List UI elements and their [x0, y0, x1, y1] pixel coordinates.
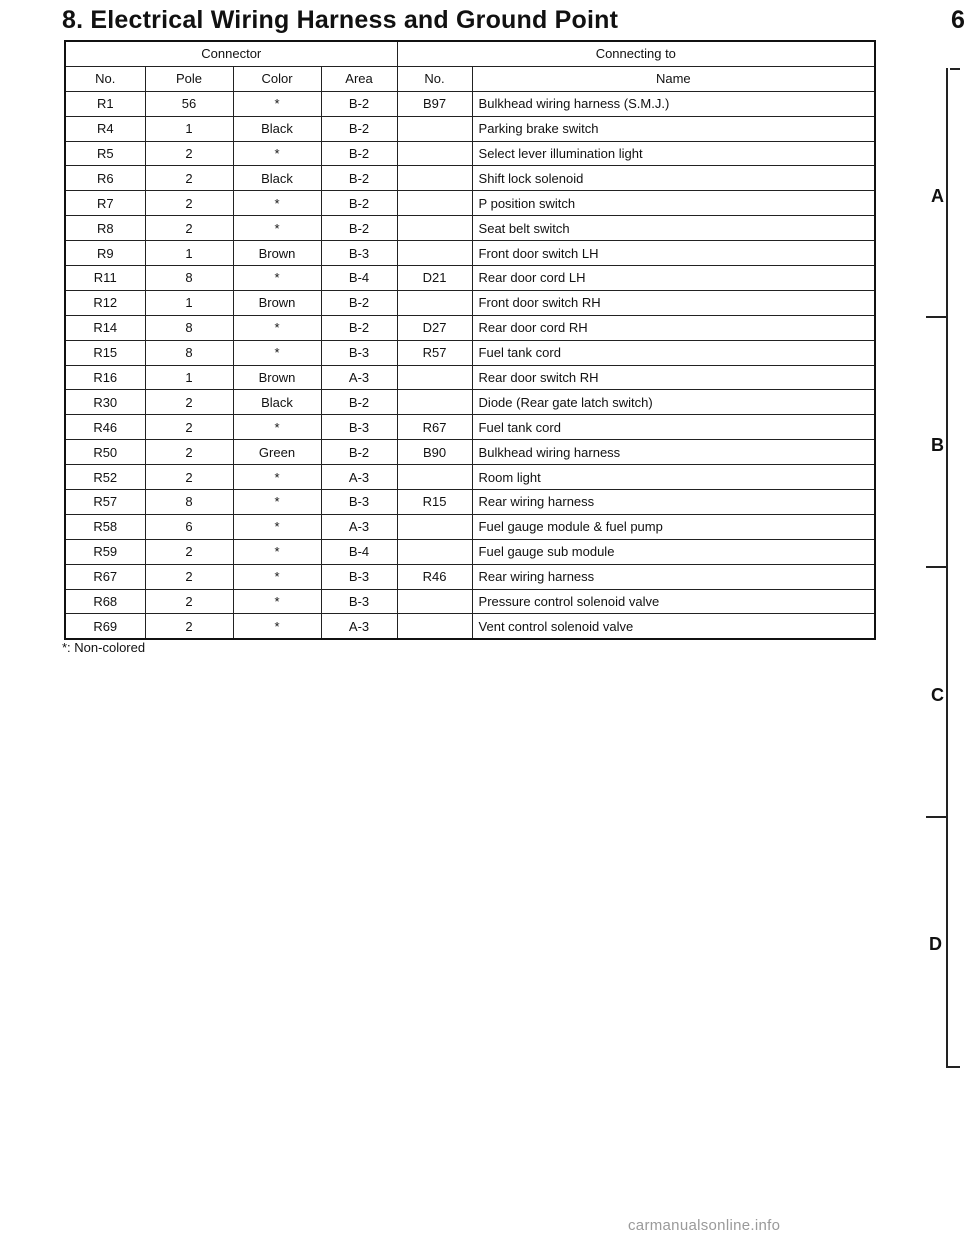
table-row: [65, 266, 875, 291]
pole-cell: 2: [145, 166, 233, 191]
area-cell: B-2: [321, 141, 397, 166]
area-cell: B-3: [321, 564, 397, 589]
connecting-no-cell: B97: [397, 91, 472, 116]
connector-no-cell: R15: [65, 340, 145, 365]
tab-divider: [926, 316, 948, 318]
column-header: Area: [321, 66, 397, 91]
color-cell: *: [233, 614, 321, 639]
connecting-no-cell: [397, 141, 472, 166]
name-cell: Bulkhead wiring harness: [472, 440, 875, 465]
connector-no-cell: R4: [65, 116, 145, 141]
table-row: [65, 440, 875, 465]
table-row: [65, 340, 875, 365]
name-cell: Rear door switch RH: [472, 365, 875, 390]
pole-cell: 8: [145, 340, 233, 365]
name-cell: Parking brake switch: [472, 116, 875, 141]
pole-cell: 2: [145, 614, 233, 639]
connecting-no-cell: [397, 514, 472, 539]
tab-divider: [950, 68, 960, 70]
connector-no-cell: R52: [65, 465, 145, 490]
area-cell: A-3: [321, 514, 397, 539]
connecting-no-cell: R46: [397, 564, 472, 589]
pole-cell: 1: [145, 116, 233, 141]
color-cell: *: [233, 465, 321, 490]
pole-cell: 6: [145, 514, 233, 539]
name-cell: Select lever illumination light: [472, 141, 875, 166]
name-cell: Front door switch RH: [472, 290, 875, 315]
connecting-to-group-header: Connecting to: [397, 41, 875, 66]
color-cell: *: [233, 191, 321, 216]
connecting-no-cell: D21: [397, 266, 472, 291]
column-header-row: [65, 66, 875, 91]
area-cell: B-3: [321, 490, 397, 515]
table-row: [65, 589, 875, 614]
connector-no-cell: R67: [65, 564, 145, 589]
name-cell: Diode (Rear gate latch switch): [472, 390, 875, 415]
area-cell: B-2: [321, 191, 397, 216]
area-cell: B-2: [321, 440, 397, 465]
section-tab-d: D: [929, 934, 942, 954]
pole-cell: 2: [145, 216, 233, 241]
section-tab-b: B: [931, 435, 944, 455]
area-cell: B-4: [321, 266, 397, 291]
area-cell: B-3: [321, 340, 397, 365]
area-cell: B-3: [321, 589, 397, 614]
connector-no-cell: R59: [65, 539, 145, 564]
color-cell: *: [233, 216, 321, 241]
color-cell: *: [233, 564, 321, 589]
connecting-no-cell: B90: [397, 440, 472, 465]
name-cell: Fuel gauge sub module: [472, 539, 875, 564]
name-cell: Rear wiring harness: [472, 564, 875, 589]
connector-no-cell: R46: [65, 415, 145, 440]
connector-no-cell: R7: [65, 191, 145, 216]
table-row: [65, 116, 875, 141]
page-number: 6: [951, 6, 965, 34]
pole-cell: 2: [145, 589, 233, 614]
area-cell: B-2: [321, 166, 397, 191]
pole-cell: 1: [145, 241, 233, 266]
connector-no-cell: R30: [65, 390, 145, 415]
connecting-no-cell: [397, 166, 472, 191]
connecting-no-cell: [397, 191, 472, 216]
connecting-no-cell: R15: [397, 490, 472, 515]
table-row: [65, 191, 875, 216]
tab-divider: [946, 318, 948, 566]
pole-cell: 56: [145, 91, 233, 116]
pole-cell: 2: [145, 141, 233, 166]
name-cell: Room light: [472, 465, 875, 490]
area-cell: B-2: [321, 216, 397, 241]
connecting-no-cell: [397, 365, 472, 390]
pole-cell: 2: [145, 191, 233, 216]
tab-divider: [946, 568, 948, 816]
area-cell: B-3: [321, 241, 397, 266]
column-header: Name: [472, 66, 875, 91]
pole-cell: 2: [145, 539, 233, 564]
connecting-no-cell: [397, 589, 472, 614]
name-cell: Fuel gauge module & fuel pump: [472, 514, 875, 539]
table-row: [65, 365, 875, 390]
name-cell: Fuel tank cord: [472, 415, 875, 440]
connector-no-cell: R5: [65, 141, 145, 166]
table-row: [65, 290, 875, 315]
tab-divider: [926, 816, 948, 818]
connector-no-cell: R9: [65, 241, 145, 266]
connector-group-header: Connector: [65, 41, 397, 66]
group-header-row: [65, 41, 875, 66]
page-title: 8. Electrical Wiring Harness and Ground Point: [62, 6, 619, 34]
connector-table: [64, 40, 876, 640]
color-cell: Brown: [233, 365, 321, 390]
color-cell: Green: [233, 440, 321, 465]
color-cell: *: [233, 539, 321, 564]
name-cell: Rear door cord RH: [472, 315, 875, 340]
connector-no-cell: R16: [65, 365, 145, 390]
area-cell: B-4: [321, 539, 397, 564]
connecting-no-cell: D27: [397, 315, 472, 340]
table-row: [65, 315, 875, 340]
connecting-no-cell: R57: [397, 340, 472, 365]
connector-no-cell: R8: [65, 216, 145, 241]
connector-no-cell: R58: [65, 514, 145, 539]
tab-divider: [946, 1066, 960, 1068]
connector-no-cell: R12: [65, 290, 145, 315]
color-cell: Brown: [233, 241, 321, 266]
area-cell: B-2: [321, 315, 397, 340]
connector-no-cell: R68: [65, 589, 145, 614]
table-row: [65, 490, 875, 515]
name-cell: P position switch: [472, 191, 875, 216]
section-tab-a: A: [931, 186, 944, 206]
connecting-no-cell: [397, 539, 472, 564]
color-cell: Black: [233, 390, 321, 415]
table-row: [65, 539, 875, 564]
area-cell: B-2: [321, 290, 397, 315]
tab-divider: [926, 566, 948, 568]
area-cell: B-3: [321, 415, 397, 440]
connecting-no-cell: [397, 216, 472, 241]
area-cell: B-2: [321, 390, 397, 415]
connector-no-cell: R57: [65, 490, 145, 515]
table-row: [65, 166, 875, 191]
color-cell: Black: [233, 166, 321, 191]
column-header: No.: [397, 66, 472, 91]
color-cell: *: [233, 340, 321, 365]
pole-cell: 2: [145, 465, 233, 490]
column-header: Color: [233, 66, 321, 91]
section-tab-c: C: [931, 685, 944, 705]
color-cell: *: [233, 490, 321, 515]
site-watermark: carmanualsonline.info: [628, 1217, 781, 1234]
area-cell: A-3: [321, 465, 397, 490]
column-header: Pole: [145, 66, 233, 91]
tab-divider: [946, 68, 948, 316]
name-cell: Rear wiring harness: [472, 490, 875, 515]
table-row: [65, 91, 875, 116]
name-cell: Pressure control solenoid valve: [472, 589, 875, 614]
pole-cell: 1: [145, 290, 233, 315]
legend-note: *: Non-colored: [62, 640, 146, 655]
table-body: [65, 91, 875, 639]
table-row: [65, 216, 875, 241]
connecting-no-cell: [397, 390, 472, 415]
name-cell: Bulkhead wiring harness (S.M.J.): [472, 91, 875, 116]
table-row: [65, 614, 875, 639]
connector-no-cell: R6: [65, 166, 145, 191]
name-cell: Rear door cord LH: [472, 266, 875, 291]
connector-no-cell: R14: [65, 315, 145, 340]
connecting-no-cell: R67: [397, 415, 472, 440]
name-cell: Fuel tank cord: [472, 340, 875, 365]
area-cell: A-3: [321, 614, 397, 639]
pole-cell: 1: [145, 365, 233, 390]
table-row: [65, 465, 875, 490]
tab-divider: [946, 818, 948, 1068]
area-cell: A-3: [321, 365, 397, 390]
name-cell: Seat belt switch: [472, 216, 875, 241]
pole-cell: 2: [145, 415, 233, 440]
color-cell: *: [233, 141, 321, 166]
area-cell: B-2: [321, 116, 397, 141]
connector-no-cell: R50: [65, 440, 145, 465]
pole-cell: 8: [145, 490, 233, 515]
pole-cell: 2: [145, 390, 233, 415]
connecting-no-cell: [397, 116, 472, 141]
color-cell: *: [233, 589, 321, 614]
connector-no-cell: R11: [65, 266, 145, 291]
name-cell: Front door switch LH: [472, 241, 875, 266]
table-row: [65, 415, 875, 440]
connecting-no-cell: [397, 241, 472, 266]
connecting-no-cell: [397, 290, 472, 315]
pole-cell: 8: [145, 266, 233, 291]
color-cell: *: [233, 91, 321, 116]
connecting-no-cell: [397, 614, 472, 639]
pole-cell: 2: [145, 440, 233, 465]
table-row: [65, 564, 875, 589]
connecting-no-cell: [397, 465, 472, 490]
name-cell: Shift lock solenoid: [472, 166, 875, 191]
color-cell: Brown: [233, 290, 321, 315]
table-row: [65, 514, 875, 539]
color-cell: Black: [233, 116, 321, 141]
color-cell: *: [233, 514, 321, 539]
table-row: [65, 141, 875, 166]
pole-cell: 2: [145, 564, 233, 589]
table-row: [65, 241, 875, 266]
pole-cell: 8: [145, 315, 233, 340]
color-cell: *: [233, 266, 321, 291]
connector-no-cell: R69: [65, 614, 145, 639]
connector-no-cell: R1: [65, 91, 145, 116]
table-row: [65, 390, 875, 415]
area-cell: B-2: [321, 91, 397, 116]
name-cell: Vent control solenoid valve: [472, 614, 875, 639]
column-header: No.: [65, 66, 145, 91]
color-cell: *: [233, 315, 321, 340]
color-cell: *: [233, 415, 321, 440]
